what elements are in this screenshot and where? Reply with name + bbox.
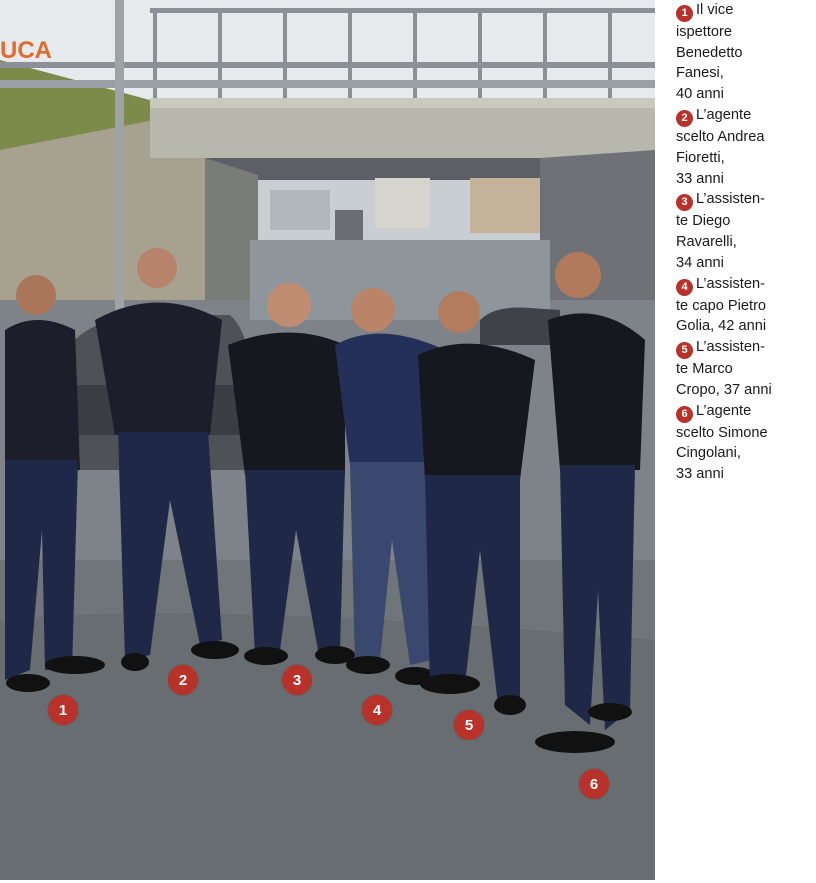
caption-line xyxy=(676,337,812,359)
person-marker-6: 6 xyxy=(579,769,609,799)
caption-line: te Diego xyxy=(676,213,731,230)
caption-line: Ravarelli, xyxy=(676,234,737,251)
caption-line: te capo Pietro xyxy=(676,297,767,314)
caption-badge: 5 xyxy=(676,342,693,359)
caption-line: Cropo, 37 anni xyxy=(676,381,772,398)
caption-line: 33 anni xyxy=(676,466,724,483)
caption-text: L’assisten- xyxy=(696,191,765,208)
caption-line: Benedetto xyxy=(676,44,743,61)
caption-text: L’assisten- xyxy=(696,339,765,356)
caption-badge: 3 xyxy=(676,194,693,211)
person-marker-1: 1 xyxy=(48,695,78,725)
caption-line: te Marco xyxy=(676,361,733,378)
caption-text: L’assisten- xyxy=(696,275,765,292)
caption-badge: 6 xyxy=(676,406,693,423)
caption-line: 34 anni xyxy=(676,254,724,271)
caption-line xyxy=(676,274,812,296)
caption-badge: 4 xyxy=(676,279,693,296)
caption-item-6 xyxy=(676,401,812,485)
caption-text: L’agente xyxy=(696,107,752,124)
caption-line: Cingolani, xyxy=(676,445,741,462)
caption-line xyxy=(676,0,812,22)
caption-line: scelto Simone xyxy=(676,424,768,441)
caption-line: 40 anni xyxy=(676,86,724,103)
caption-text: L’agente xyxy=(696,402,752,419)
caption-line xyxy=(676,189,812,211)
caption-line xyxy=(676,401,812,423)
caption-line: Golia, 42 anni xyxy=(676,318,767,335)
person-marker-3: 3 xyxy=(282,665,312,695)
caption-item-1 xyxy=(676,0,812,105)
caption-line: 33 anni xyxy=(676,170,724,187)
photo-caption xyxy=(676,0,812,485)
caption-badge: 2 xyxy=(676,110,693,127)
caption-line: Fanesi, xyxy=(676,65,724,82)
caption-line: ispettore xyxy=(676,23,732,40)
caption-badge: 1 xyxy=(676,5,693,22)
caption-item-4 xyxy=(676,274,812,337)
person-marker-2: 2 xyxy=(168,665,198,695)
sign-text: UCA xyxy=(0,37,52,64)
caption-item-3 xyxy=(676,189,812,273)
person-marker-4: 4 xyxy=(362,695,392,725)
caption-line: scelto Andrea xyxy=(676,128,765,145)
caption-item-5 xyxy=(676,337,812,400)
caption-item-2 xyxy=(676,105,812,189)
caption-line: Fioretti, xyxy=(676,149,725,166)
person-marker-5: 5 xyxy=(454,710,484,740)
caption-line xyxy=(676,105,812,127)
caption-text: Il vice xyxy=(696,2,734,18)
